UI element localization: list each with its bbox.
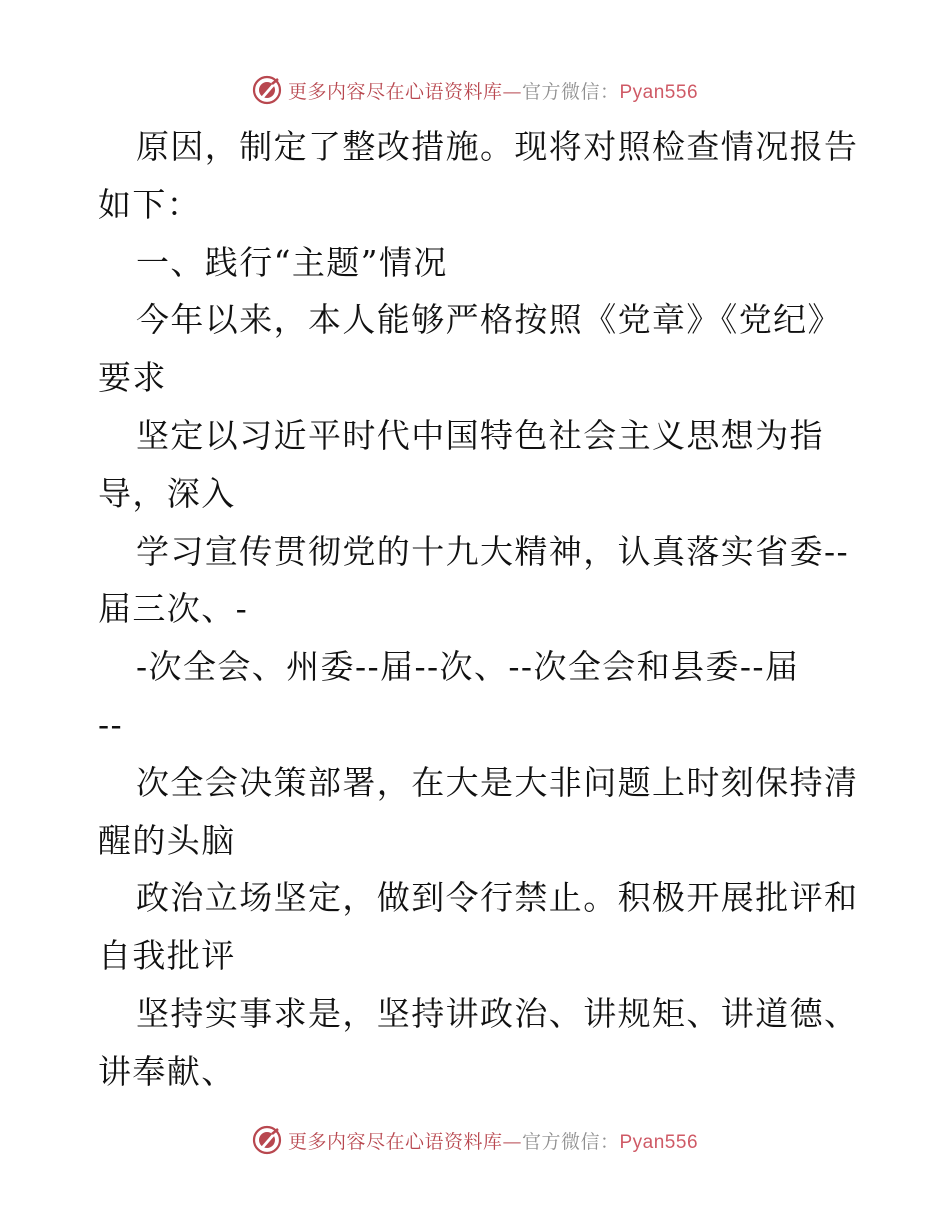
pen-logo-icon bbox=[252, 1125, 282, 1155]
text-line: 一、践行“主题”情况 bbox=[136, 242, 448, 282]
header-dash: — bbox=[502, 80, 522, 103]
header-banner bbox=[0, 70, 950, 110]
text-line: 学习宣传贯彻党的十九大精神，认真落实省委-- bbox=[136, 531, 850, 571]
header-brand-text: 更多内容尽在心语资料库 bbox=[287, 80, 503, 103]
text-line: 次全会决策部署，在大是大非问题上时刻保持清 bbox=[136, 762, 859, 802]
text-line: 醒的头脑 bbox=[98, 820, 236, 860]
text-line: 政治立场坚定，做到令行禁止。积极开展批评和 bbox=[136, 878, 859, 918]
text-line: 导，深入 bbox=[98, 473, 236, 513]
text-line: 届三次、- bbox=[98, 589, 249, 629]
footer-dash: — bbox=[502, 1130, 522, 1153]
footer-banner bbox=[0, 1120, 950, 1160]
text-line: 坚定以习近平时代中国特色社会主义思想为指 bbox=[136, 415, 824, 455]
text-line: -次全会、州委--届--次、--次全会和县委--届 bbox=[136, 647, 800, 687]
text-line: -- bbox=[98, 704, 124, 744]
document-body bbox=[98, 118, 858, 1101]
footer-wechat-label: 官方微信： bbox=[521, 1130, 620, 1153]
text-line: 今年以来，本人能够严格按照《党章》《党纪》 bbox=[136, 300, 842, 340]
header-wechat-id: Pyan556 bbox=[619, 81, 699, 103]
footer-wechat-id: Pyan556 bbox=[619, 1131, 699, 1153]
text-line: 如下： bbox=[98, 184, 202, 224]
pen-logo-icon bbox=[252, 75, 282, 105]
text-line: 原因，制定了整改措施。现将对照检查情况报告 bbox=[136, 127, 859, 166]
header-wechat-label: 官方微信： bbox=[521, 80, 620, 103]
text-line: 讲奉献、 bbox=[98, 1051, 236, 1091]
footer-brand-text: 更多内容尽在心语资料库 bbox=[287, 1130, 503, 1153]
text-line: 坚持实事求是，坚持讲政治、讲规矩、讲道德、 bbox=[136, 993, 859, 1033]
text-line: 自我批评 bbox=[98, 936, 236, 976]
text-line: 要求 bbox=[98, 358, 167, 398]
